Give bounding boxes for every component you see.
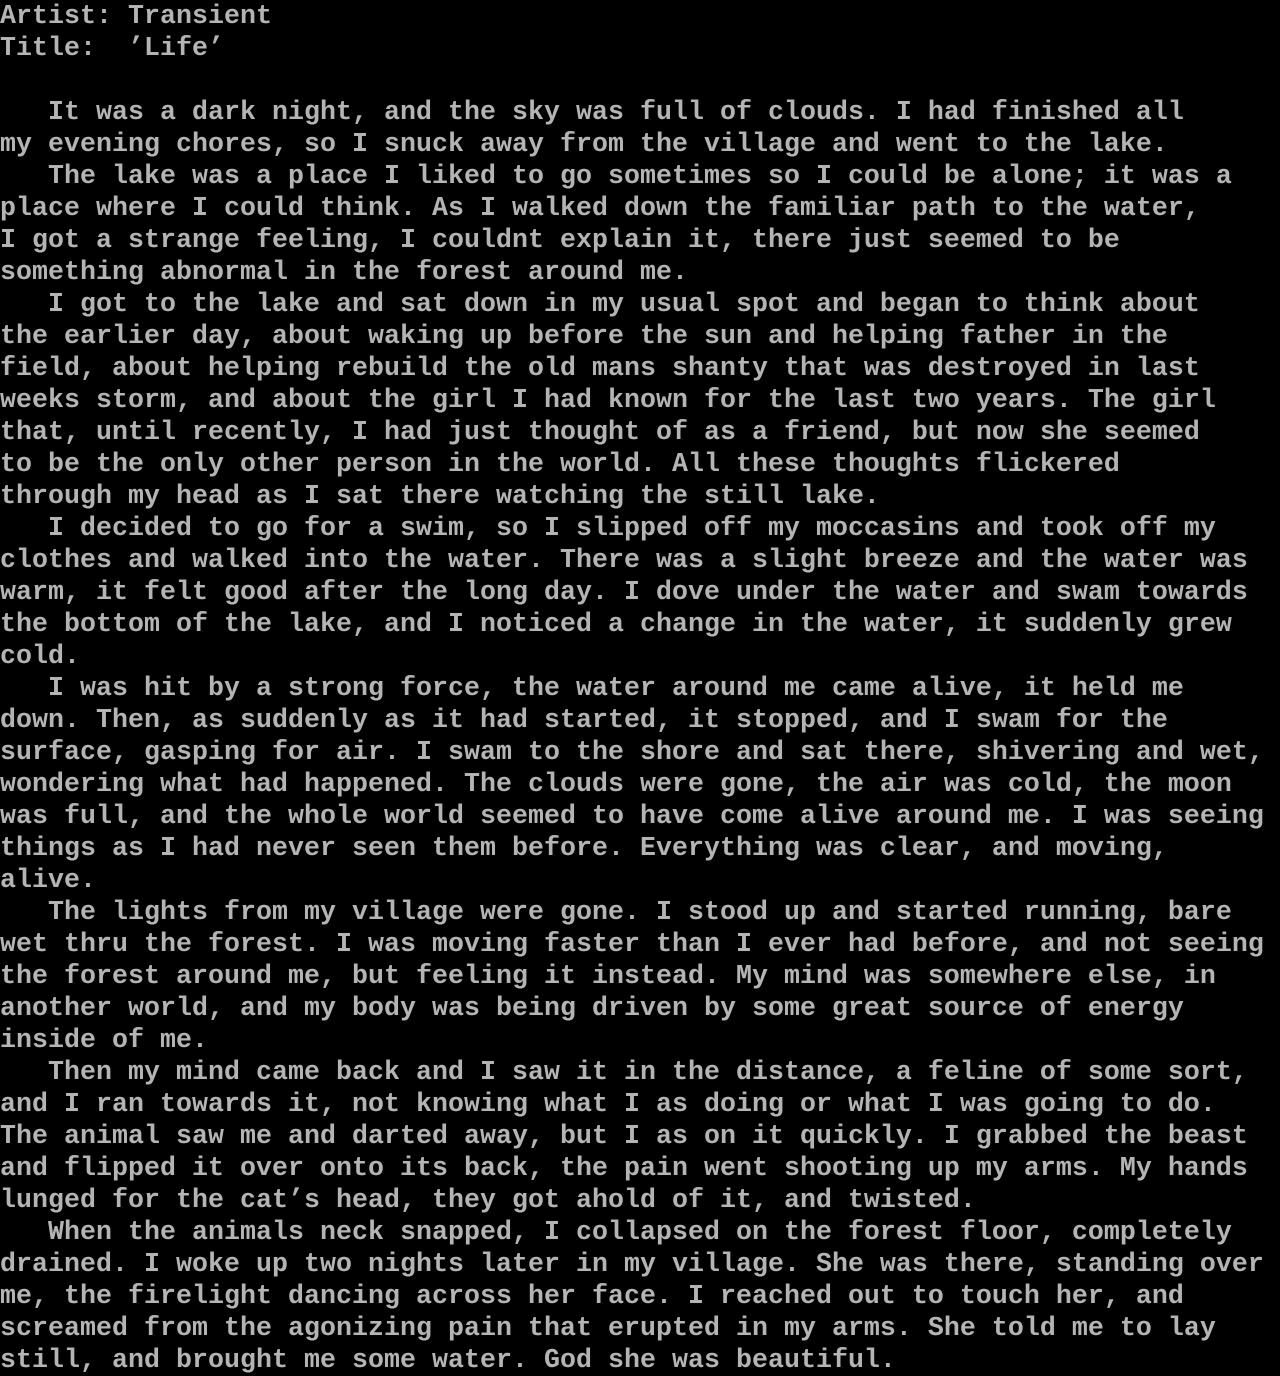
text-line: to be the only other person in the world. All these thoughts flickered <box>0 449 1120 479</box>
text-line: another world, and my body was being driven by some great source of energy <box>0 993 1184 1023</box>
text-line: I got to the lake and sat down in my usual spot and began to think about <box>0 289 1200 319</box>
text-line <box>0 64 1280 96</box>
text-line: It was a dark night, and the sky was full of clouds. I had finished all <box>0 97 1184 127</box>
text-line: surface, gasping for air. I swam to the shore and sat there, shivering and wet, <box>0 737 1264 767</box>
text-line: place where I could think. As I walked down the familiar path to the water, <box>0 193 1200 223</box>
text-line: drained. I woke up two nights later in my village. She was there, standing over <box>0 1249 1264 1279</box>
text-line: I was hit by a strong force, the water around me came alive, it held me <box>0 673 1184 703</box>
text-line: The lake was a place I liked to go sometimes so I could be alone; it was a <box>0 161 1232 191</box>
text-line: I got a strange feeling, I couldnt explain it, there just seemed to be <box>0 225 1120 255</box>
text-line: was full, and the whole world seemed to have come alive around me. I was seeing <box>0 801 1264 831</box>
text-line: warm, it felt good after the long day. I dove under the water and swam towards <box>0 577 1248 607</box>
text-line: that, until recently, I had just thought of as a friend, but now she seemed <box>0 417 1200 447</box>
text-line: The lights from my village were gone. I stood up and started running, bare <box>0 897 1232 927</box>
text-line: the forest around me, but feeling it instead. My mind was somewhere else, in <box>0 961 1216 991</box>
text-line: When the animals neck snapped, I collapsed on the forest floor, completely <box>0 1217 1232 1247</box>
text-line: still, and brought me some water. God she was beautiful. <box>0 1345 896 1375</box>
text-line: lunged for the cat’s head, they got ahold of it, and twisted. <box>0 1185 976 1215</box>
text-line: me, the firelight dancing across her face. I reached out to touch her, and <box>0 1281 1184 1311</box>
text-line: Artist: Transient <box>0 1 272 31</box>
text-line: and I ran towards it, not knowing what I as doing or what I was going to do. <box>0 1089 1216 1119</box>
text-line: clothes and walked into the water. There was a slight breeze and the water was <box>0 545 1248 575</box>
text-line: through my head as I sat there watching the still lake. <box>0 481 880 511</box>
text-line: Title: ’Life’ <box>0 33 224 63</box>
text-line: and flipped it over onto its back, the pain went shooting up my arms. My hands <box>0 1153 1248 1183</box>
text-line: screamed from the agonizing pain that erupted in my arms. She told me to lay <box>0 1313 1216 1343</box>
text-line: wondering what had happened. The clouds were gone, the air was cold, the moon <box>0 769 1232 799</box>
text-line: inside of me. <box>0 1025 208 1055</box>
text-line: alive. <box>0 865 96 895</box>
text-line: field, about helping rebuild the old mans shanty that was destroyed in last <box>0 353 1200 383</box>
text-line: The animal saw me and darted away, but I as on it quickly. I grabbed the beast <box>0 1121 1248 1151</box>
text-line: my evening chores, so I snuck away from the village and went to the lake. <box>0 129 1168 159</box>
text-line: weeks storm, and about the girl I had known for the last two years. The girl <box>0 385 1216 415</box>
text-line: Then my mind came back and I saw it in the distance, a feline of some sort, <box>0 1057 1248 1087</box>
text-line: wet thru the forest. I was moving faster than I ever had before, and not seeing <box>0 929 1264 959</box>
text-line: down. Then, as suddenly as it had started, it stopped, and I swam for the <box>0 705 1168 735</box>
text-line: the bottom of the lake, and I noticed a change in the water, it suddenly grew <box>0 609 1232 639</box>
text-line: cold. <box>0 641 80 671</box>
text-line: the earlier day, about waking up before the sun and helping father in the <box>0 321 1168 351</box>
text-line: something abnormal in the forest around me. <box>0 257 688 287</box>
text-line: things as I had never seen them before. Everything was clear, and moving, <box>0 833 1168 863</box>
text-line: I decided to go for a swim, so I slipped off my moccasins and took off my <box>0 513 1216 543</box>
